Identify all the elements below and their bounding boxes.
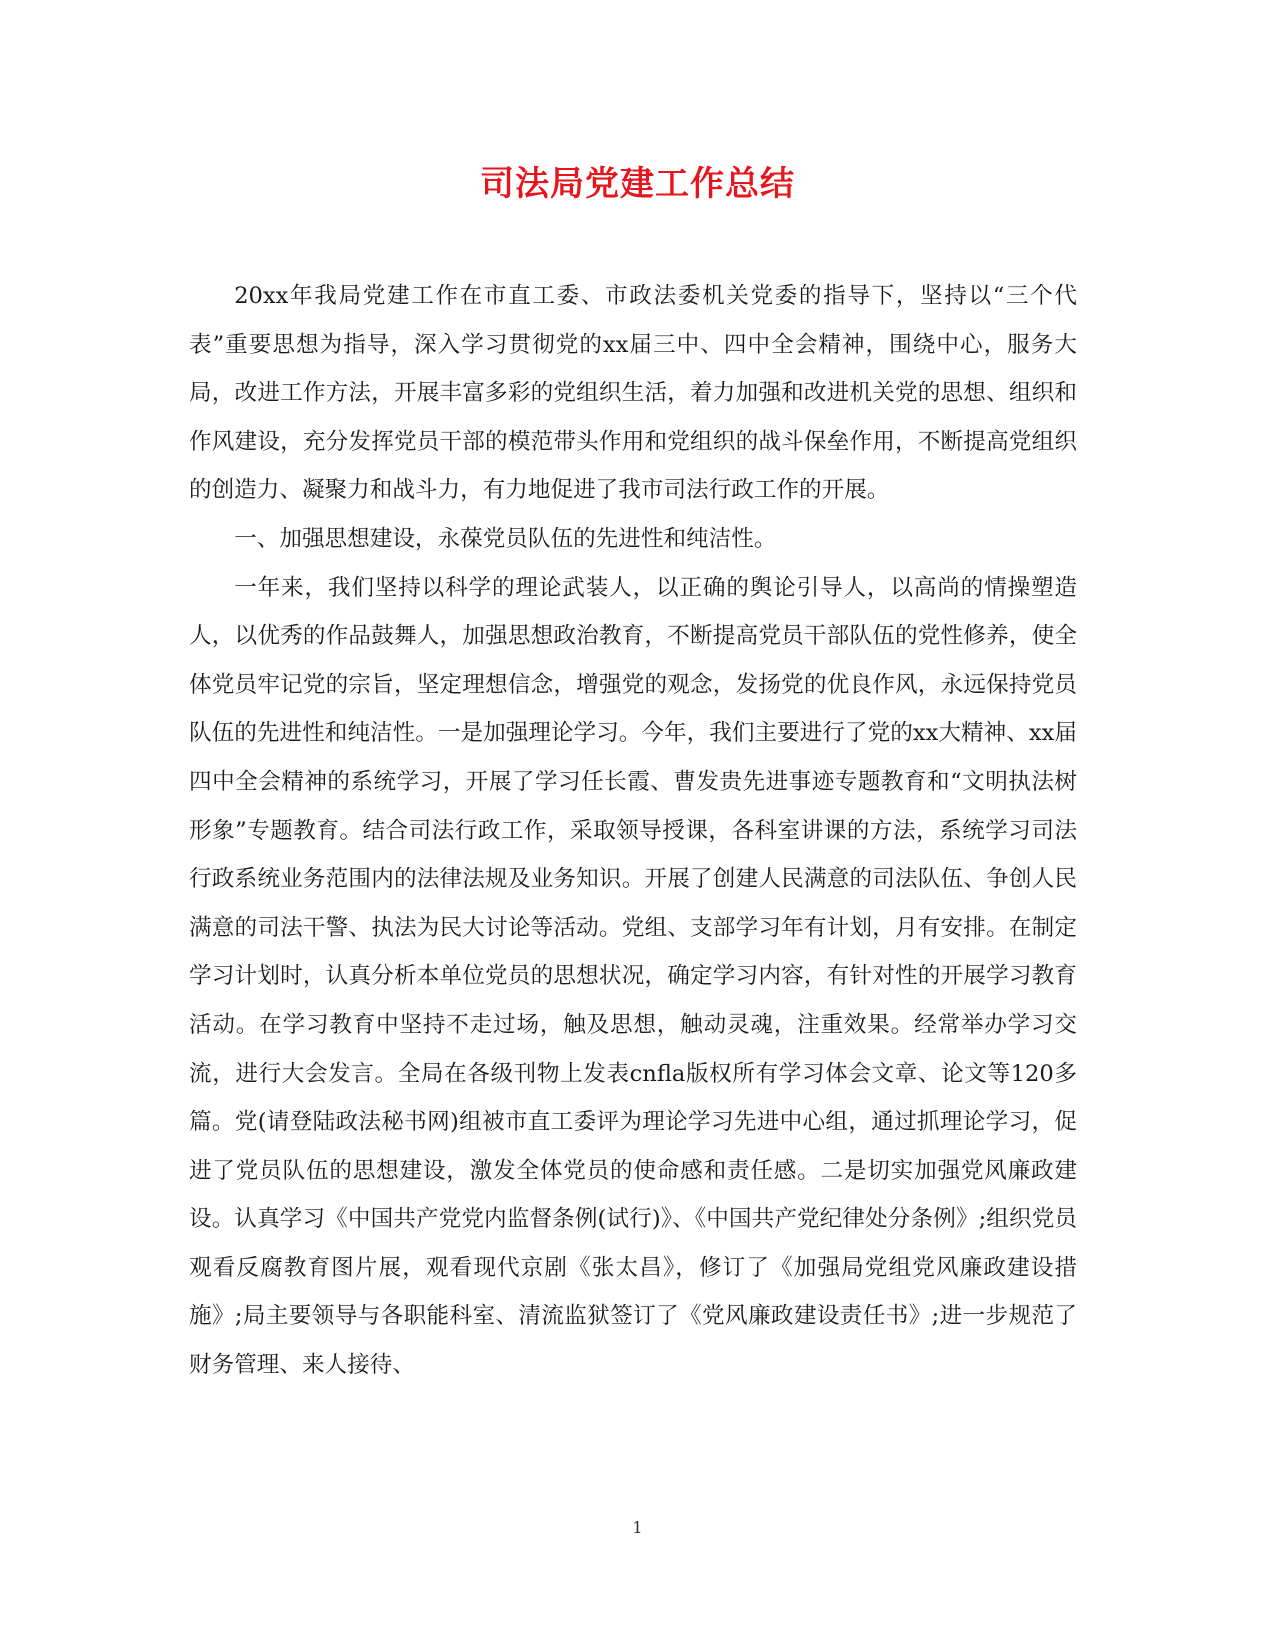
document-title: 司法局党建工作总结 (480, 164, 795, 204)
section-body-paragraph: 一年来，我们坚持以科学的理论武装人，以正确的舆论引导人，以高尚的情操塑造人，以优秀的作品鼓舞人，加强思想政治教育，不断提高党员干部队伍的党性修养，使全体党员牢记党的宗旨，坚定理想信念，增强党的观念，发扬党的优良作风，永远保持党员队伍的先进性和纯洁性。一是加强理论学习。今年，我们主要进行了党的xx大精神、xx届四中全会精神的系统学习，开展了学习任长霞、曹发贵先进事迹专题教育和“文明执法树形象”专题教育。结合司法行政工作，采取领导授课，各科室讲课的方法，系统学习司法行政系统业务范围内的法律法规及业务知识。开展了创建人民满意的司法队伍、争创人民满意的司法干警、执法为民大讨论等活动。党组、支部学习年有计划，月有安排。在制定学习计划时，认真分析本单位党员的思想状况，确定学习内容，有针对性的开展学习教育活动。在学习教育中坚持不走过场，触及思想，触动灵魂，注重效果。经常举办学习交流，进行大会发言。全局在各级刊物上发表cnfla版权所有学习体会文章、论文等120多篇。党(请登陆政法秘书网)组被市直工委评为理论学习先进中心组，通过抓理论学习，促进了党员队伍的思想建设，激发全体党员的使命感和责任感。二是切实加强党风廉政建设。认真学习《中国共产党党内监督条例(试行)》、《中国共产党纪律处分条例》;组织党员观看反腐教育图片展，观看现代京剧《张太昌》，修订了《加强局党组党风廉政建设措施》;局主要领导与各职能科室、清流监狱签订了《党风廉政建设责任书》;进一步规范了财务管理、来人接待、 (189, 574, 1077, 1379)
section-heading: 一、加强思想建设，永葆党员队伍的先进性和纯洁性。 (234, 525, 777, 552)
document-body (189, 272, 1077, 1390)
intro-paragraph: 20xx年我局党建工作在市直工委、市政法委机关党委的指导下，坚持以“三个代表”重要思想为指导，深入学习贯彻党的xx届三中、四中全会精神，围绕中心，服务大局，改进工作方法，开展丰富多彩的党组织生活，着力加强和改进机关党的思想、组织和作风建设，充分发挥党员干部的模范带头作用和党组织的战斗保垒作用，不断提高党组织的创造力、凝聚力和战斗力，有力地促进了我市司法行政工作的开展。 (189, 283, 1077, 504)
page-number: 1 (632, 1518, 643, 1537)
